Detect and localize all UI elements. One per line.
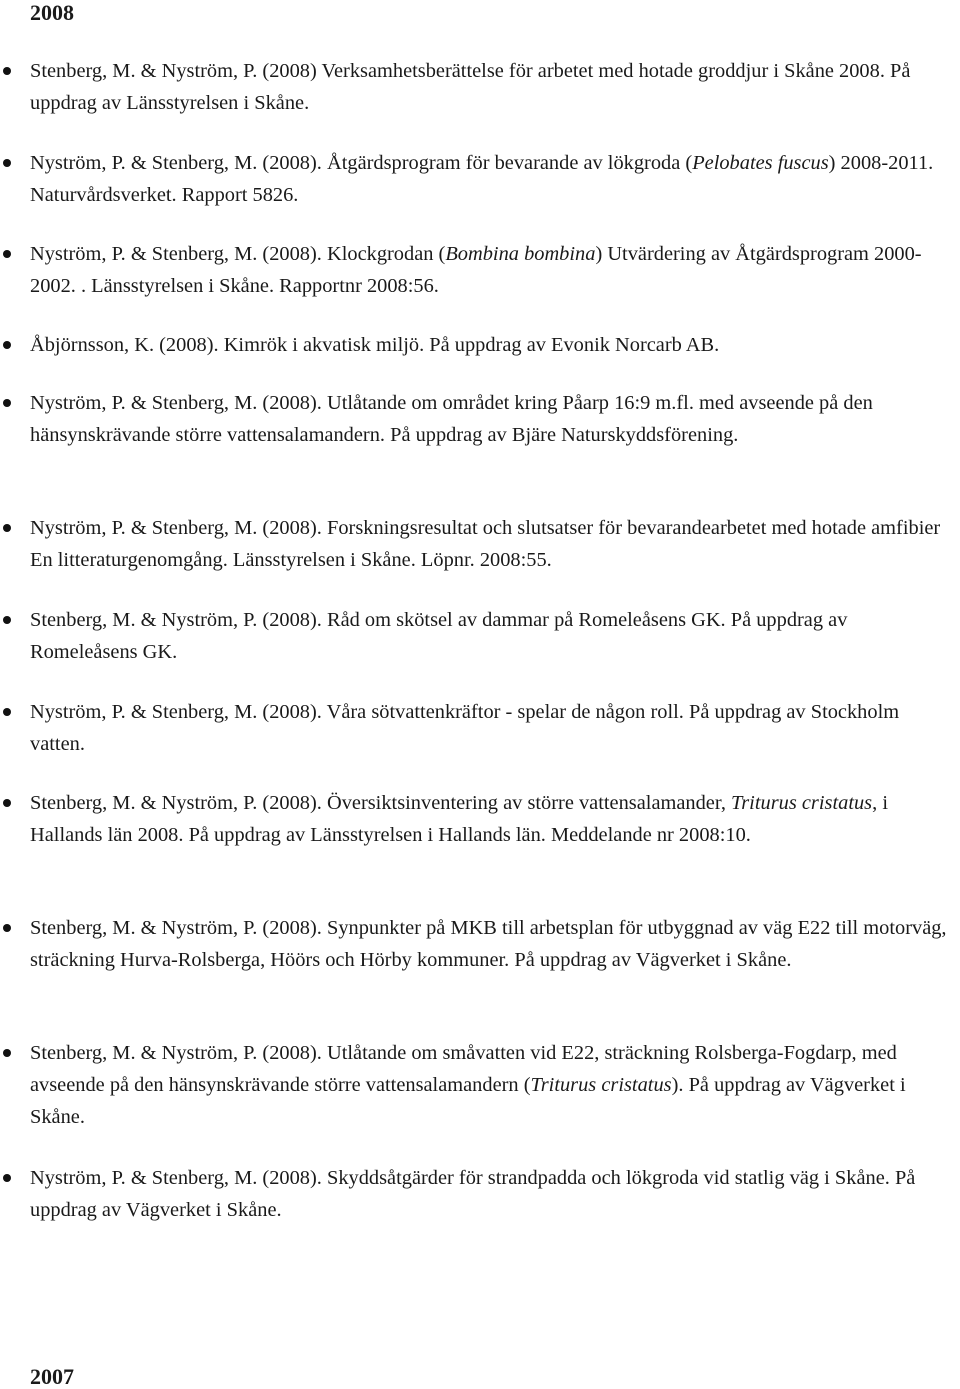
species-name: Bombina bombina: [445, 243, 596, 265]
bullet-icon: [3, 159, 11, 167]
bullet-icon: [3, 616, 11, 624]
reference-text-part: Nyström, P. & Stenberg, M. (2008). Klockgrodan (: [30, 243, 446, 265]
reference-entry: [30, 1162, 950, 1226]
reference-text: Nyström, P. & Stenberg, M. (2008). Våra sötvattenkräftor - spelar de någon roll. På uppdrag av Stockholm vatten.: [30, 701, 900, 755]
reference-entry: [30, 147, 950, 211]
reference-text: Stenberg, M. & Nyström, P. (2008) Verksamhetsberättelse för arbetet med hotade groddjur i Skåne 2008. På uppdrag av Länsstyrelsen i Skåne.: [30, 60, 911, 114]
reference-entry: [30, 604, 950, 668]
species-name: Triturus cristatus: [530, 1074, 672, 1096]
reference-entry: [30, 912, 950, 976]
bullet-icon: [3, 67, 11, 75]
reference-text: Nyström, P. & Stenberg, M. (2008). Skyddsåtgärder för strandpadda och lökgroda vid statlig väg i Skåne. På uppdrag av Vägverket i Skåne.: [30, 1167, 916, 1221]
reference-entry: [30, 55, 950, 119]
reference-text: Stenberg, M. & Nyström, P. (2008). Synpunkter på MKB till arbetsplan för utbyggnad av väg E22 till motorväg, sträckning Hurva-Rolsberga, Höörs och Hörby kommuner. På uppdrag av Vägverket i Skåne.: [30, 917, 947, 971]
section-heading-2008: 2008: [30, 0, 74, 25]
reference-text-part: Stenberg, M. & Nyström, P. (2008). Översiktsinventering av större vattensalamander,: [30, 792, 732, 814]
bullet-icon: [3, 399, 11, 407]
bullet-icon: [3, 524, 11, 532]
reference-text: Åbjörnsson, K. (2008). Kimrök i akvatisk miljö. På uppdrag av Evonik Norcarb AB.: [30, 334, 720, 356]
bullet-icon: [3, 708, 11, 716]
reference-entry: [30, 329, 950, 361]
reference-entry: [30, 512, 950, 576]
bullet-icon: [3, 1049, 11, 1057]
species-name: Pelobates fuscus: [692, 152, 829, 174]
bullet-icon: [3, 799, 11, 807]
reference-entry: [30, 238, 950, 302]
reference-text: Nyström, P. & Stenberg, M. (2008). Utlåtande om området kring Påarp 16:9 m.fl. med avseende på den hänsynskrävande större vattensalamandern. På uppdrag av Bjäre Naturskyddsförening.: [30, 392, 873, 446]
reference-entry: [30, 696, 950, 760]
reference-entry: [30, 387, 950, 451]
reference-text-part: ). På uppdrag av Vägverket i Skåne.: [30, 1074, 906, 1128]
bullet-icon: [3, 1174, 11, 1182]
reference-entry: [30, 787, 950, 851]
reference-text-part: Stenberg, M. & Nyström, P. (2008). Utlåtande om småvatten vid E22, sträckning Rolsberga-Fogdarp, med avseende på den hänsynskrävande större vattensalamandern (: [30, 1042, 897, 1096]
bullet-icon: [3, 924, 11, 932]
species-name: Triturus cristatus: [731, 792, 873, 814]
reference-text-part: ) 2008-2011. Naturvårdsverket. Rapport 5826.: [30, 152, 934, 206]
section-heading-2007: 2007: [30, 1364, 74, 1389]
reference-text-part: Nyström, P. & Stenberg, M. (2008). Åtgärdsprogram för bevarande av lökgroda (: [30, 152, 693, 174]
reference-text: Nyström, P. & Stenberg, M. (2008). Forskningsresultat och slutsatser för bevarandearbetet med hotade amfibier En litteraturgenomgång. Länsstyrelsen i Skåne. Löpnr. 2008:55.: [30, 517, 941, 571]
bullet-icon: [3, 250, 11, 258]
reference-text-part: ) Utvärdering av Åtgärdsprogram 2000-2002. . Länsstyrelsen i Skåne. Rapportnr 2008:56.: [30, 243, 922, 297]
reference-entry: [30, 1037, 950, 1133]
bullet-icon: [3, 341, 11, 349]
reference-text-part: , i Hallands län 2008. På uppdrag av Länsstyrelsen i Hallands län. Meddelande nr 2008:10.: [30, 792, 888, 846]
reference-text: Stenberg, M. & Nyström, P. (2008). Råd om skötsel av dammar på Romeleåsens GK. På uppdrag av Romeleåsens GK.: [30, 609, 848, 663]
